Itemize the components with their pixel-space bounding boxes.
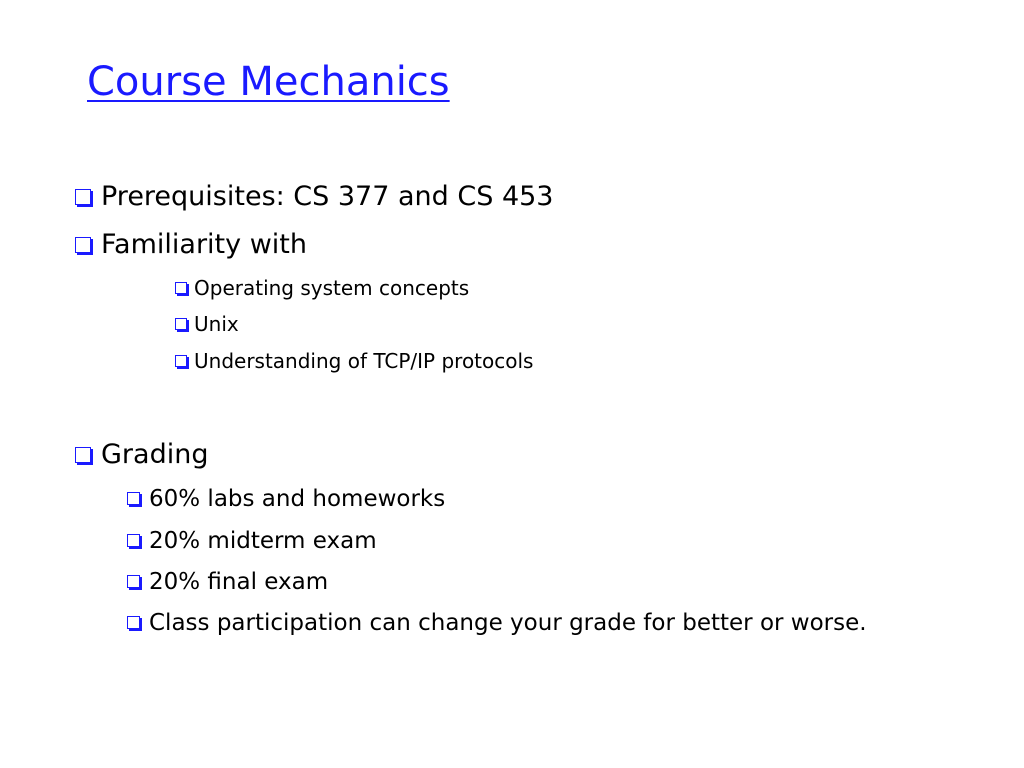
bullet-familiarity [73, 228, 307, 262]
bullet-text: Familiarity with [101, 229, 307, 260]
bullet-text: 20% final exam [149, 569, 329, 595]
bullet-text: Operating system concepts [194, 276, 470, 300]
square-bullet-icon [75, 447, 91, 463]
slide-title: Course Mechanics [87, 59, 450, 105]
sub-bullet-labs [125, 484, 445, 514]
sub-bullet-final [125, 567, 328, 597]
sub-bullet-midterm [125, 526, 377, 556]
sub-bullet-os-concepts [173, 275, 469, 301]
square-bullet-icon [75, 237, 91, 253]
bullet-text: Prerequisites: CS 377 and CS 453 [101, 181, 554, 212]
bullet-text: Grading [101, 439, 209, 470]
square-bullet-icon [175, 318, 187, 330]
bullet-text: 20% midterm exam [149, 528, 377, 554]
bullet-text: 60% labs and homeworks [149, 486, 446, 512]
sub-bullet-participation [125, 608, 894, 638]
bullet-text: Understanding of TCP/IP protocols [194, 349, 534, 373]
square-bullet-icon [175, 355, 187, 367]
square-bullet-icon [127, 575, 140, 588]
square-bullet-icon [175, 282, 187, 294]
bullet-text: Unix [194, 312, 239, 336]
sub-bullet-tcpip [173, 348, 533, 374]
sub-bullet-unix [173, 311, 239, 337]
bullet-grading [73, 438, 208, 472]
square-bullet-icon [127, 616, 140, 629]
square-bullet-icon [127, 534, 140, 547]
bullet-text: Class participation can change your grade for better or worse. [149, 610, 867, 636]
square-bullet-icon [75, 189, 91, 205]
bullet-prerequisites [73, 180, 554, 214]
square-bullet-icon [127, 492, 140, 505]
